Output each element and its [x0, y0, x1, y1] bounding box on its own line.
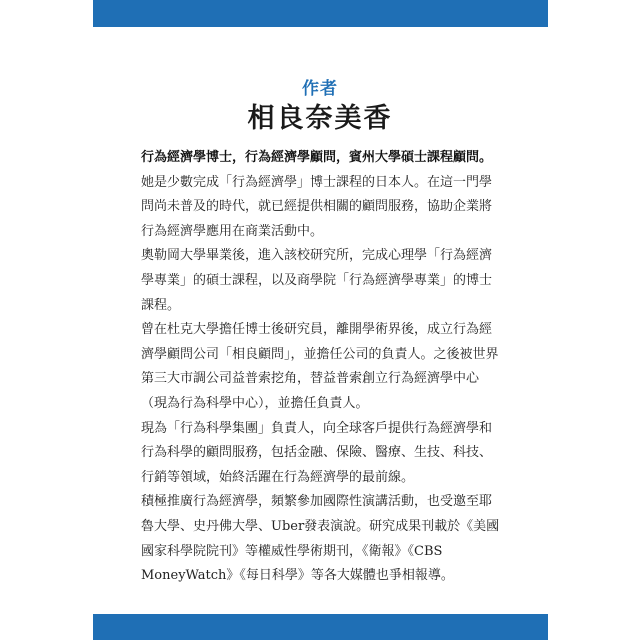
author-role-label: 作者 [302, 79, 338, 99]
bio-paragraph-4: 現為「行為科學集團」負責人，向全球客戶提供行為經濟學和行為科學的顧問服務，包括金融、保險、醫療、生技、科技、行銷等領域，始終活躍在行為經濟學的最前線。 [141, 420, 493, 485]
author-bio [141, 146, 503, 589]
bottom-color-band [93, 614, 548, 640]
bio-paragraph-5: 積極推廣行為經濟學，頻繁參加國際性演講活動，也受邀至耶魯大學、史丹佛大學、Uber發表演說。研究成果刊載於《美國國家科學院院刊》等權威性學術期刊，《衛報》《CBS MoneyWatch》《每日科學》等各大媒體也爭相報導。 [141, 494, 500, 584]
author-name: 相良奈美香 [247, 103, 393, 134]
bio-lead: 行為經濟學博士，行為經濟學顧問，賓州大學碩士課程顧問。 [141, 150, 493, 165]
bio-paragraph-2: 奧勒岡大學畢業後，進入該校研究所，完成心理學「行為經濟學專業」的碩士課程，以及商學院「行為經濟學專業」的博士課程。 [141, 248, 493, 313]
bio-paragraph-3: 曾在杜克大學擔任博士後研究員，離開學術界後，成立行為經濟學顧問公司「相良顧問」，並擔任公司的負責人。之後被世界第三大市調公司益普索挖角，替益普索創立行為經濟學中心（現為行為科學中心），並擔任負責人。 [141, 322, 499, 411]
top-color-band [93, 0, 548, 27]
bio-paragraph-1: 她是少數完成「行為經濟學」博士課程的日本人。在這一門學問尚未普及的時代，就已經提供相關的顧問服務，協助企業將行為經濟學應用在商業活動中。 [141, 174, 493, 239]
